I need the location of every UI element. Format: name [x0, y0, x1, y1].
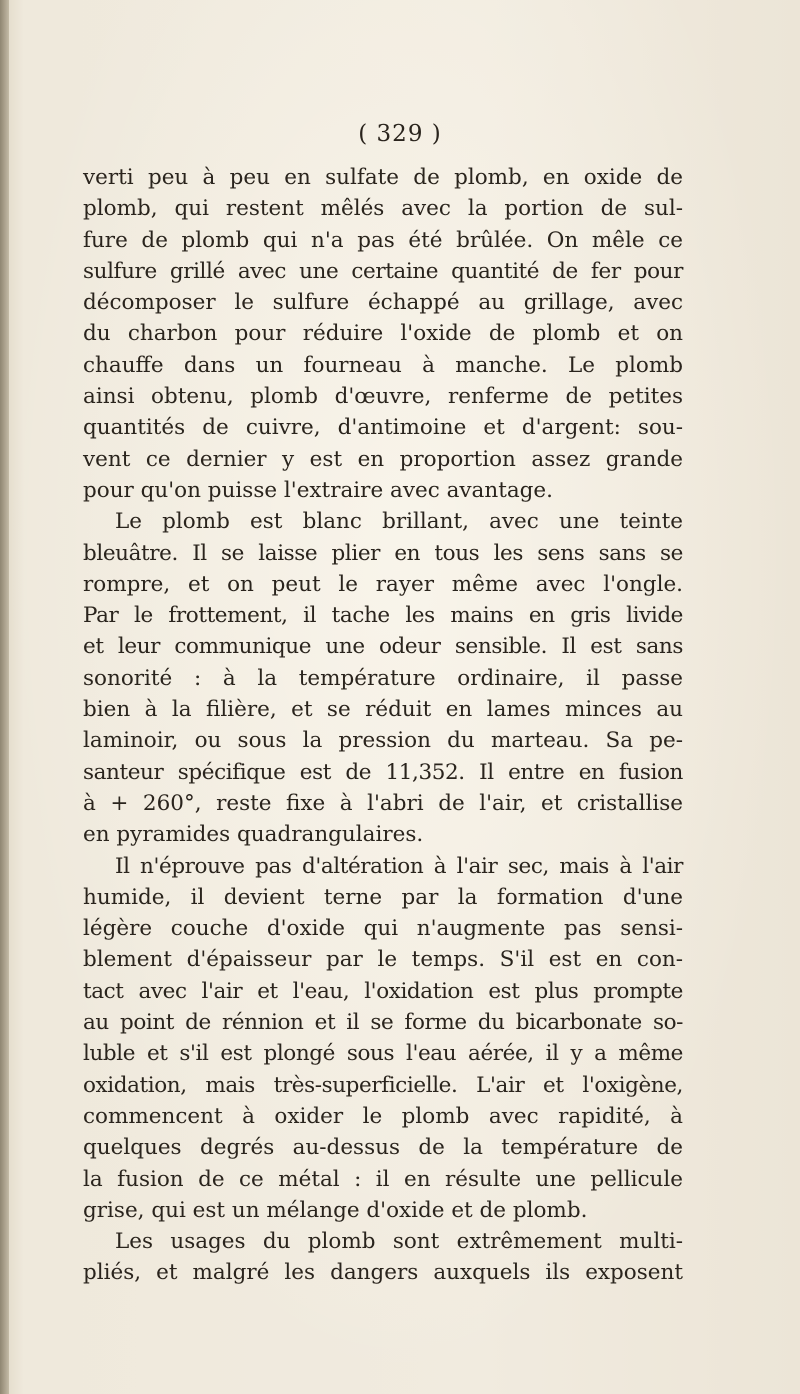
text-line: verti peu à peu en sulfate de plomb, en oxide de: [83, 165, 683, 190]
text-line: bien à la filière, et se réduit en lames minces au: [83, 697, 683, 723]
paragraph-start-line: Le plomb est blanc brillant, avec une teinte: [115, 509, 683, 535]
paragraph-end-line: pour qu'on puisse l'extraire avec avantage.: [83, 477, 553, 503]
text-line: commencent à oxider le plomb avec rapidité, à: [83, 1103, 683, 1129]
paragraph-start-line: Il n'éprouve pas d'altération à l'air sec, mais à l'air: [115, 853, 683, 879]
text-line: laminoir, ou sous la pression du marteau. Sa pe-: [83, 728, 683, 754]
text-line: quelques degrés au-dessus de la température de: [83, 1135, 683, 1161]
text-line: Par le frottement, il tache les mains en gris livide: [83, 603, 683, 629]
text-line: sulfure grillé avec une certaine quantité de fer pour: [83, 258, 683, 284]
text-line: tact avec l'air et l'eau, l'oxidation est plus prompte: [83, 978, 683, 1004]
text-line: sonorité : à la température ordinaire, il passe: [83, 665, 683, 691]
text-line: la fusion de ce métal : il en résulte une pellicule: [83, 1166, 683, 1192]
paragraph-start-line: Les usages du plomb sont extrêmement multi-: [115, 1229, 683, 1255]
text-line: décomposer le sulfure échappé au grillage, avec: [83, 290, 683, 316]
text-line: blement d'épaisseur par le temps. S'il est en con-: [83, 947, 683, 973]
text-line: légère couche d'oxide qui n'augmente pas sensi-: [83, 916, 683, 942]
text-line: fure de plomb qui n'a pas été brûlée. On mêle ce: [83, 227, 683, 253]
text-line: santeur spécifique est de 11,352. Il entre en fusion: [83, 759, 683, 785]
text-line: à + 260°, reste fixe à l'abri de l'air, et cristallise: [83, 790, 683, 816]
binding-edge: [0, 0, 9, 1394]
paragraph-end-line: en pyramides quadrangulaires.: [83, 822, 424, 848]
text-line: et leur communique une odeur sensible. Il est sans: [83, 634, 683, 660]
text-line: pliés, et malgré les dangers auxquels ils exposent: [83, 1260, 683, 1286]
text-line: du charbon pour réduire l'oxide de plomb et on: [83, 321, 683, 347]
text-line: rompre, et on peut le rayer même avec l'ongle.: [83, 571, 683, 597]
text-line: ainsi obtenu, plomb d'œuvre, renferme de petites: [83, 384, 683, 410]
text-line: chauffe dans un fourneau à manche. Le plomb: [83, 352, 683, 378]
text-line: vent ce dernier y est en proportion assez grande: [83, 446, 683, 472]
page-number: ( 329 ): [358, 121, 442, 147]
text-line: oxidation, mais très-superficielle. L'air et l'oxigène,: [83, 1072, 683, 1098]
body-text: [83, 162, 683, 1289]
text-line: au point de rénnion et il se forme du bicarbonate so-: [83, 1010, 683, 1036]
paragraph-end-line: grise, qui est un mélange d'oxide et de plomb.: [83, 1197, 588, 1223]
text-line: quantités de cuivre, d'antimoine et d'argent: sou-: [83, 415, 683, 441]
text-line: plomb, qui restent mêlés avec la portion de sul-: [83, 196, 683, 222]
text-line: humide, il devient terne par la formation d'une: [83, 884, 683, 910]
text-line: luble et s'il est plongé sous l'eau aérée, il y a même: [83, 1041, 683, 1067]
text-line: bleuâtre. Il se laisse plier en tous les sens sans se: [83, 540, 683, 566]
